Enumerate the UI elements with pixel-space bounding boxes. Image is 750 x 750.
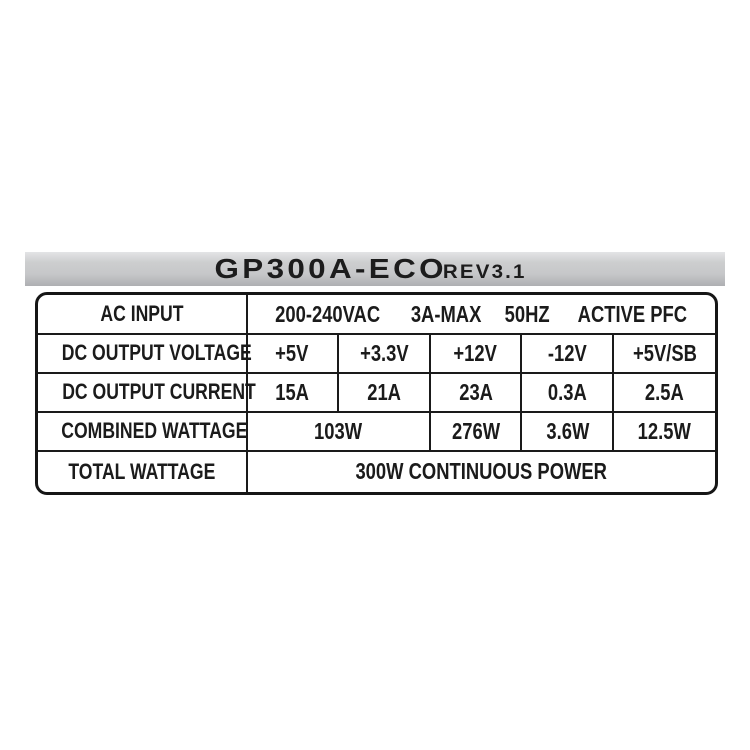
value-text: -12V <box>547 339 587 366</box>
ac-frequency: 50HZ <box>504 300 550 327</box>
wattage-cell-12v <box>430 412 521 451</box>
voltage-cell-neg12v <box>521 334 613 373</box>
current-cell-3v3 <box>338 373 430 412</box>
value-text: 15A <box>275 378 310 405</box>
ac-max-current: 3A-MAX <box>410 300 482 327</box>
voltage-cell-5vsb <box>613 334 715 373</box>
value-text: +12V <box>453 339 498 366</box>
value-text: 21A <box>367 378 401 405</box>
total-wattage-value: 300W CONTINUOUS POWER <box>355 458 607 484</box>
voltage-cell-5v <box>247 334 338 373</box>
value-text: 3.6W <box>545 417 589 444</box>
row-label: AC INPUT <box>100 300 184 326</box>
ac-input-values-cell <box>247 295 715 334</box>
value-text: 12.5W <box>638 417 692 444</box>
total-wattage-value-cell <box>247 451 715 492</box>
row-dc-output-voltage <box>38 334 715 373</box>
value-text: 103W <box>314 417 363 444</box>
voltage-cell-12v <box>430 334 521 373</box>
combined-wattage-label-cell <box>38 412 247 451</box>
value-text: 23A <box>458 378 493 405</box>
current-cell-5v <box>247 373 338 412</box>
value-text: +5V <box>275 339 309 366</box>
current-cell-5vsb <box>613 373 715 412</box>
dc-voltage-label-cell <box>38 334 252 373</box>
dc-current-label-cell <box>38 373 256 412</box>
value-text: 2.5A <box>645 378 685 405</box>
wattage-cell-neg12v <box>521 412 613 451</box>
value-text: 276W <box>451 417 500 444</box>
model-header-bar <box>25 252 725 286</box>
row-label: TOTAL WATTAGE <box>68 458 216 484</box>
spec-table-grid <box>38 295 715 492</box>
current-cell-neg12v <box>521 373 613 412</box>
value-text: +5V/SB <box>632 339 697 366</box>
row-label: DC OUTPUT VOLTAGE <box>61 340 252 365</box>
ac-input-label-cell <box>38 295 247 334</box>
row-label: DC OUTPUT CURRENT <box>62 379 256 404</box>
value-text: +3.3V <box>359 339 409 366</box>
spec-table <box>35 292 718 495</box>
voltage-cell-3v3 <box>338 334 430 373</box>
ac-input-values <box>248 300 715 327</box>
row-label: COMBINED WATTAGE <box>61 418 248 443</box>
wattage-cell-5vsb <box>613 412 715 451</box>
ac-voltage-range: 200-240VAC <box>274 300 380 327</box>
model-revision: REV3.1 <box>442 262 527 283</box>
ac-pfc: ACTIVE PFC <box>577 300 688 327</box>
row-total-wattage <box>38 451 715 492</box>
row-combined-wattage <box>38 412 715 451</box>
value-text: 0.3A <box>547 378 587 405</box>
model-name: GP300A-ECO <box>214 253 447 284</box>
wattage-cell-5v-3v3 <box>247 412 430 451</box>
total-wattage-label-cell <box>38 451 247 492</box>
row-dc-output-current <box>38 373 715 412</box>
row-ac-input <box>38 295 715 334</box>
current-cell-12v <box>430 373 521 412</box>
